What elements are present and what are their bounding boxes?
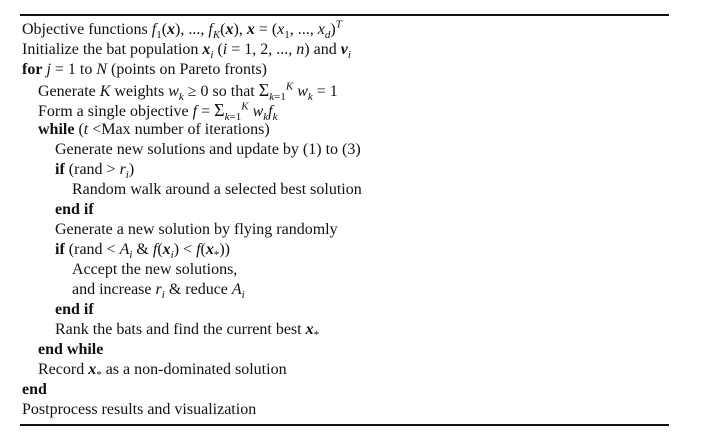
top-rule [20,14,669,16]
algo-line-2-text: Initialize the bat population $x_i$ (i = 1, 2, ..., n) and $v_i$ [22,41,351,62]
bottom-rule [20,424,669,426]
algo-line-19-text: end [22,381,47,398]
algo-line-9-text: Random walk around a selected best solution [72,181,362,198]
algo-line-10 [22,200,667,220]
algo-line-17 [22,340,667,360]
algo-line-1-text: Objective functions $f_1(x)$, ..., $f_K(x)$, $x = (x_1$, ..., $x_d)^T$ [22,18,342,42]
algo-line-9 [22,180,667,200]
algo-line-1 [22,20,667,40]
algo-line-16-text: Rank the bats and find the current best $x_*$ [55,321,320,342]
algo-line-4-text: Generate K weights $w_k \ge 0$ so that $\Sigma_{k=1}^K$ $w_k = 1$ [38,80,338,104]
algo-line-5 [22,100,667,124]
algo-line-17-text: end while [38,341,104,358]
algo-line-16 [22,320,667,340]
algo-line-6 [22,120,667,140]
algo-line-6-text: while (t <Max number of iterations) [38,121,270,138]
algo-line-7 [22,140,667,160]
algo-line-8 [22,160,667,180]
algo-line-18 [22,360,667,380]
algo-line-4 [22,80,667,104]
algo-line-2 [22,40,667,60]
algo-line-13 [22,260,667,280]
algorithm-lines [22,20,667,420]
algo-line-13-text: Accept the new solutions, [72,261,238,278]
algo-line-10-text: end if [55,201,94,218]
algo-line-12 [22,240,667,260]
algo-line-3-text: for j = 1 to N (points on Pareto fronts) [22,61,268,78]
algo-line-14-text: and increase $r_i$ & reduce $A_i$ [72,281,245,302]
algo-line-20-text: Postprocess results and visualization [22,401,257,418]
algo-line-15 [22,300,667,320]
algo-line-15-text: end if [55,301,94,318]
algo-line-19 [22,380,667,400]
algo-line-7-text: Generate new solutions and update by (1) to (3) [55,141,361,158]
algo-line-14 [22,280,667,300]
algo-line-8-text: if (rand > $r_i$) [55,161,135,182]
algo-line-3 [22,60,667,80]
algo-line-12-text: if (rand < $A_i$ & $f(x_i) < f(x_*)$) [55,241,230,262]
algorithm-box [20,14,669,426]
algo-line-11-text: Generate a new solution by flying randomly [55,221,338,238]
algo-line-20 [22,400,667,420]
algo-line-5-text: Form a single objective $f = \Sigma_{k=1}^K$ $w_kf_k$ [38,100,278,124]
algo-line-18-text: Record $x_*$ as a non-dominated solution [38,361,287,382]
algo-line-11 [22,220,667,240]
